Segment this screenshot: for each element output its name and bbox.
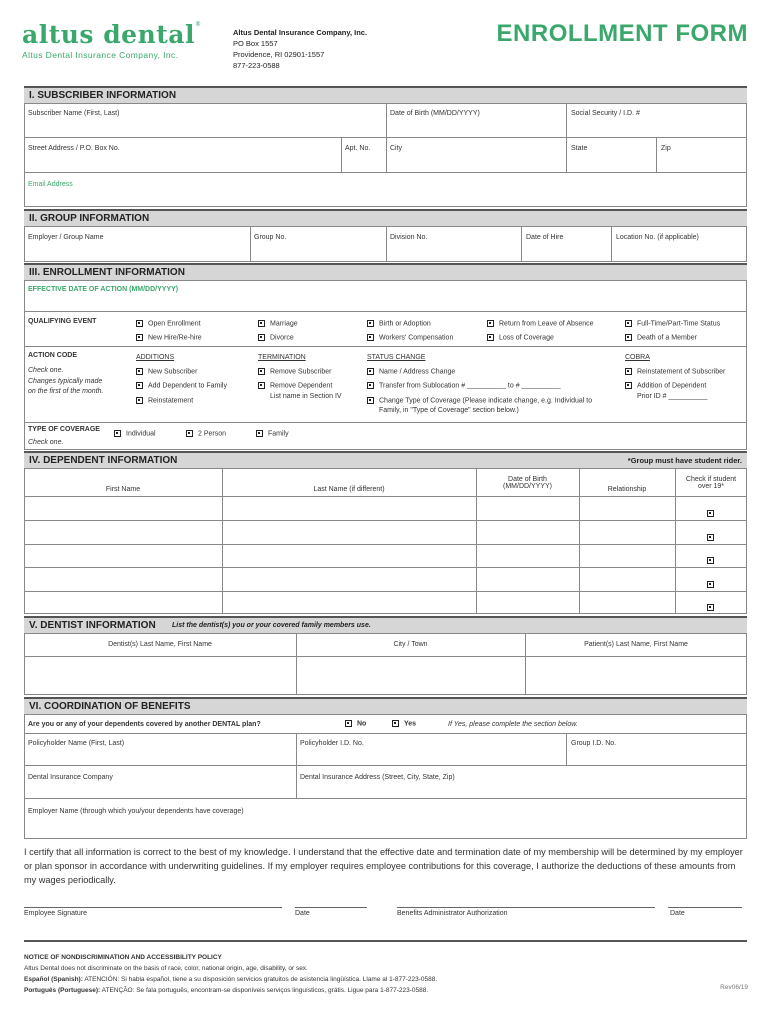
altus-dental-logo xyxy=(22,22,202,60)
checkbox-icon[interactable] xyxy=(186,430,193,437)
section-5-title: V. DENTIST INFORMATION xyxy=(29,620,156,631)
group-id-field[interactable]: Group I.D. No. xyxy=(571,740,617,747)
company-name: Altus Dental Insurance Company, Inc. xyxy=(233,28,368,37)
checkbox-icon[interactable] xyxy=(625,382,632,389)
coverage-type-note: Check one. xyxy=(28,439,64,446)
checkbox-icon[interactable] xyxy=(258,320,265,327)
dentist-city-header: City / Town xyxy=(393,641,428,648)
checkbox-icon[interactable] xyxy=(367,320,374,327)
email-field[interactable]: Email Address xyxy=(28,181,73,188)
dep-dob-header: Date of Birth (MM/DD/YYYY) xyxy=(503,476,552,490)
notice-portuguese: Português (Portuguese): ATENÇÃO: Se fala português, encontram-se disponíveis serviços linguísticos, grátis. Ligue para 1-877-223-0588. xyxy=(24,987,429,994)
company-phone: 877-223-0588 xyxy=(233,61,280,70)
employee-date-label: Date xyxy=(295,910,310,917)
action-note-2: Changes typically made xyxy=(28,378,103,385)
notice-spanish: Español (Spanish): ATENCIÓN: Si habla español, tiene a su disposición servicios gratuitos de asistencia lingüística. Llame al 1-877-223-0588. xyxy=(24,976,438,983)
employer-field[interactable]: Employer / Group Name xyxy=(28,234,104,241)
prior-id-field[interactable]: Prior ID # __________ xyxy=(637,393,708,400)
coverage-individual[interactable]: Individual xyxy=(114,430,156,437)
action-note-3: on the first of the month. xyxy=(28,388,104,395)
section-3-header xyxy=(24,263,747,280)
address-line-1: PO Box 1557 xyxy=(233,39,278,48)
date-of-hire-field[interactable]: Date of Hire xyxy=(526,234,564,241)
employee-signature-line[interactable] xyxy=(24,907,282,908)
student-rider-note: *Group must have student rider. xyxy=(627,456,742,465)
qual-workers-comp[interactable]: Workers' Compensation xyxy=(367,334,453,341)
dob-field[interactable]: Date of Birth (MM/DD/YYYY) xyxy=(390,110,480,117)
logo-wordmark: altus dental xyxy=(22,20,196,49)
checkbox-icon[interactable] xyxy=(367,334,374,341)
checkbox-icon[interactable] xyxy=(487,334,494,341)
other-plan-question: Are you or any of your dependents covered by another DENTAL plan? xyxy=(28,721,261,728)
section-6-title: VI. COORDINATION OF BENEFITS xyxy=(29,701,191,712)
location-no-field[interactable]: Location No. (if applicable) xyxy=(616,234,699,241)
checkbox-icon[interactable] xyxy=(136,368,143,375)
division-no-field[interactable]: Division No. xyxy=(390,234,428,241)
checkbox-icon[interactable] xyxy=(707,581,714,588)
section-2-header xyxy=(24,209,747,226)
checkbox-icon[interactable] xyxy=(487,320,494,327)
action-note-1: Check one. xyxy=(28,367,64,374)
insurance-address-field[interactable]: Dental Insurance Address (Street, City, State, Zip) xyxy=(300,774,455,781)
section-1-title: I. SUBSCRIBER INFORMATION xyxy=(29,90,177,101)
qual-loss-coverage[interactable]: Loss of Coverage xyxy=(487,334,554,341)
checkbox-icon[interactable] xyxy=(136,334,143,341)
qual-birth-adoption[interactable]: Birth or Adoption xyxy=(367,320,431,327)
if-yes-note: If Yes, please complete the section below. xyxy=(448,721,578,728)
checkbox-icon[interactable] xyxy=(707,510,714,517)
student-checkbox[interactable] xyxy=(707,576,719,594)
checkbox-icon[interactable] xyxy=(256,430,263,437)
section-5-header xyxy=(24,616,747,633)
dentist-name-header: Dentist(s) Last Name, First Name xyxy=(108,641,212,648)
cobra-heading: COBRA xyxy=(625,354,650,361)
footer-divider xyxy=(24,940,747,942)
dentist-note: List the dentist(s) you or your covered family members use. xyxy=(172,622,371,629)
apt-field[interactable]: Apt. No. xyxy=(345,145,371,152)
action-code-label: ACTION CODE xyxy=(28,352,77,359)
checkbox-icon[interactable] xyxy=(625,320,632,327)
admin-signature-label: Benefits Administrator Authorization xyxy=(397,910,508,917)
patient-name-header: Patient(s) Last Name, First Name xyxy=(584,641,688,648)
qual-open-enrollment[interactable]: Open Enrollment xyxy=(136,320,201,327)
employee-signature-label: Employee Signature xyxy=(24,910,88,917)
student-checkbox[interactable] xyxy=(707,552,719,570)
first-name-header: First Name xyxy=(105,486,141,493)
checkbox-icon[interactable] xyxy=(707,534,714,541)
student-checkbox[interactable] xyxy=(707,599,719,617)
other-plan-no[interactable]: No xyxy=(345,720,366,727)
qual-death-member[interactable]: Death of a Member xyxy=(625,334,697,341)
qual-new-hire[interactable]: New Hire/Re-hire xyxy=(136,334,202,341)
action-remove-subscriber[interactable]: Remove Subscriber xyxy=(258,368,331,375)
qual-return-leave[interactable]: Return from Leave of Absence xyxy=(487,320,594,327)
other-plan-yes[interactable]: Yes xyxy=(392,720,416,727)
qual-divorce[interactable]: Divorce xyxy=(258,334,294,341)
checkbox-icon[interactable] xyxy=(392,720,399,727)
notice-title: NOTICE OF NONDISCRIMINATION AND ACCESSIBILITY POLICY xyxy=(24,954,222,961)
admin-date-line[interactable] xyxy=(668,907,742,908)
coverage-2-person[interactable]: 2 Person xyxy=(186,430,226,437)
action-reinstatement[interactable]: Reinstatement xyxy=(136,397,193,404)
student-header: Check if student over 19* xyxy=(685,476,737,490)
enrollment-info-box xyxy=(24,280,747,450)
action-transfer-sublocation[interactable]: Transfer from Sublocation # __________ to # __________ xyxy=(367,382,560,389)
checkbox-icon[interactable] xyxy=(625,334,632,341)
action-add-dependent[interactable]: Add Dependent to Family xyxy=(136,382,227,389)
checkbox-icon[interactable] xyxy=(136,320,143,327)
checkbox-icon[interactable] xyxy=(136,397,143,404)
section-4-header xyxy=(24,451,747,468)
checkbox-icon[interactable] xyxy=(114,430,121,437)
logo-subtitle: Altus Dental Insurance Company, Inc. xyxy=(22,50,179,60)
relationship-header: Relationship xyxy=(607,486,647,493)
street-address-field[interactable]: Street Address / P.O. Box No. xyxy=(28,145,120,152)
action-remove-dependent[interactable]: Remove Dependent xyxy=(258,382,332,389)
checkbox-icon[interactable] xyxy=(258,382,265,389)
checkbox-icon[interactable] xyxy=(367,397,374,404)
change-coverage-note: Family, in "Type of Coverage" section below.) xyxy=(379,407,519,414)
section-3-title: III. ENROLLMENT INFORMATION xyxy=(29,267,185,278)
section-1-header xyxy=(24,86,747,103)
subscriber-name-field[interactable]: Subscriber Name (First, Last) xyxy=(28,110,120,117)
qualifying-event-label: QUALIFYING EVENT xyxy=(28,318,97,325)
trademark-symbol: ® xyxy=(195,21,202,28)
zip-field[interactable]: Zip xyxy=(661,145,671,152)
checkbox-icon[interactable] xyxy=(367,368,374,375)
notice-line-1: Altus Dental does not discriminate on the basis of race, color, national origin, age, disability, or sex. xyxy=(24,965,308,972)
student-checkbox[interactable] xyxy=(707,529,719,547)
section-6-header xyxy=(24,697,747,714)
address-line-2: Providence, RI 02901-1557 xyxy=(233,50,325,59)
coverage-family[interactable]: Family xyxy=(256,430,289,437)
action-name-address-change[interactable]: Name / Address Change xyxy=(367,368,455,375)
checkbox-icon[interactable] xyxy=(258,334,265,341)
checkbox-icon[interactable] xyxy=(367,382,374,389)
state-field[interactable]: State xyxy=(571,145,588,152)
group-no-field[interactable]: Group No. xyxy=(254,234,287,241)
policyholder-name-field[interactable]: Policyholder Name (First, Last) xyxy=(28,740,125,747)
nondiscrimination-notice xyxy=(24,952,437,996)
last-name-header: Last Name (if different) xyxy=(313,486,385,493)
certification-text: I certify that all information is correct to the best of my knowledge. I understand that the effective date and termination date of my membership will be determined by my employer or plan sponsor in accordance with underwriting guidelines. If my employer requires employee contributions for this coverage, I authorize the deductions of these amounts from my wages periodically. xyxy=(24,847,743,885)
company-address xyxy=(233,27,367,71)
effective-date-field[interactable]: EFFECTIVE DATE OF ACTION (MM/DD/YYYY) xyxy=(28,286,179,293)
employee-date-line[interactable] xyxy=(295,907,367,908)
checkbox-icon[interactable] xyxy=(136,382,143,389)
checkbox-icon[interactable] xyxy=(258,368,265,375)
section-2-title: II. GROUP INFORMATION xyxy=(29,213,150,224)
termination-heading: TERMINATION xyxy=(258,354,306,361)
student-checkbox[interactable] xyxy=(707,505,719,523)
coverage-type-label: TYPE OF COVERAGE xyxy=(28,426,100,433)
admin-date-label: Date xyxy=(670,910,685,917)
checkbox-icon[interactable] xyxy=(345,720,352,727)
ssn-field[interactable]: Social Security / I.D. # xyxy=(571,110,640,117)
insurance-company-field[interactable]: Dental Insurance Company xyxy=(28,774,113,781)
action-new-subscriber[interactable]: New Subscriber xyxy=(136,368,197,375)
checkbox-icon[interactable] xyxy=(625,368,632,375)
status-change-heading: STATUS CHANGE xyxy=(367,354,426,361)
action-cobra-reinstatement[interactable]: Reinstatement of Subscriber xyxy=(625,368,725,375)
checkbox-icon[interactable] xyxy=(707,557,714,564)
additions-heading: ADDITIONS xyxy=(136,354,175,361)
coverage-employer-field[interactable]: Employer Name (through which you/your dependents have coverage) xyxy=(28,808,244,815)
policyholder-id-field[interactable]: Policyholder I.D. No. xyxy=(300,740,364,747)
revision-label: Rev06/19 xyxy=(720,984,748,991)
section-4-title: IV. DEPENDENT INFORMATION xyxy=(29,455,178,466)
checkbox-icon[interactable] xyxy=(707,604,714,611)
city-field[interactable]: City xyxy=(390,145,403,152)
form-title: ENROLLMENT FORM xyxy=(496,20,748,47)
admin-signature-line[interactable] xyxy=(397,907,655,908)
action-change-coverage[interactable]: Change Type of Coverage (Please indicate change, e.g. Individual to xyxy=(367,397,592,404)
remove-dependent-note: List name in Section IV xyxy=(270,393,342,400)
action-cobra-add-dependent[interactable]: Addition of Dependent xyxy=(625,382,706,389)
qual-marriage[interactable]: Marriage xyxy=(258,320,298,327)
qual-fulltime-parttime[interactable]: Full-Time/Part-Time Status xyxy=(625,320,720,327)
